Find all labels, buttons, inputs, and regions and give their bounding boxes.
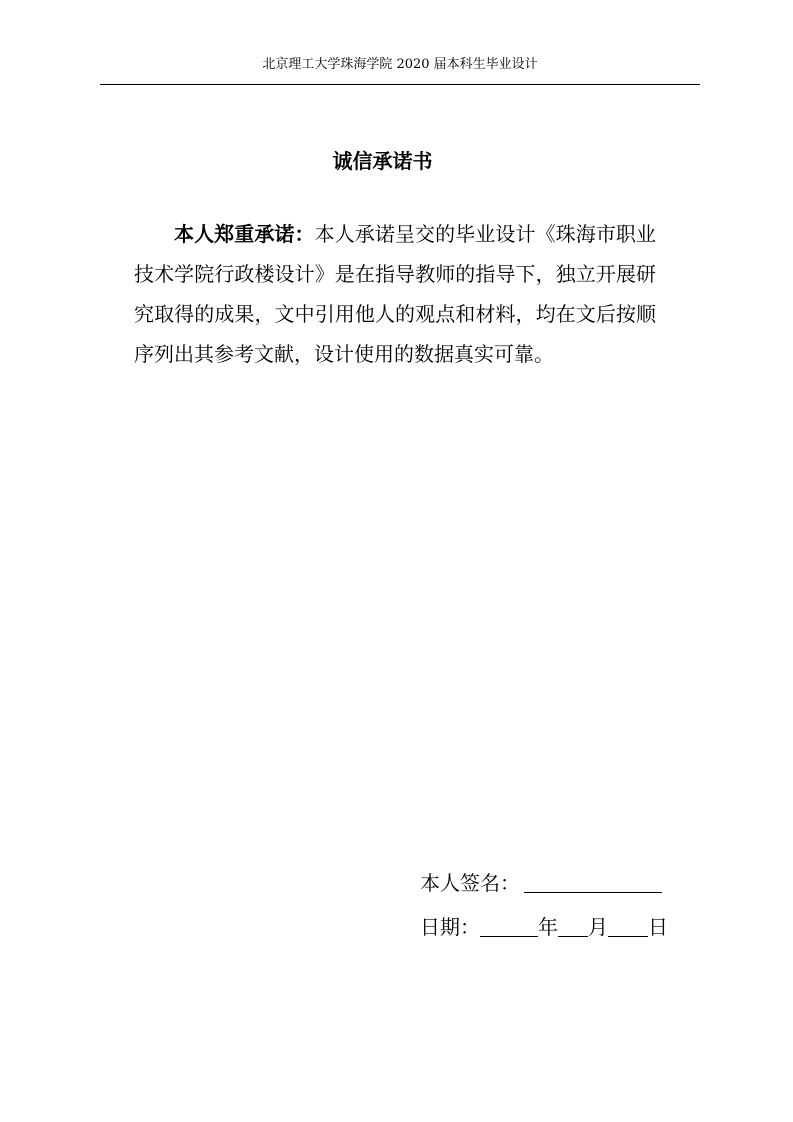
month-label: 月 — [588, 915, 608, 939]
pledge-body: 本人承诺呈交的毕业设计《珠海市职业技术学院行政楼设计》是在指导教师的指导下，独立开展研究取得的成果，文中引用他人的观点和材料，均在文后按顺序列出其参考文献，设计使用的数据真实可靠。 — [134, 222, 657, 366]
pledge-paragraph — [134, 214, 656, 374]
date-row — [420, 910, 668, 944]
day-label: 日 — [648, 915, 668, 939]
signature-field[interactable] — [524, 868, 662, 893]
year-label: 年 — [538, 915, 558, 939]
date-label: 日期： — [420, 915, 480, 939]
signature-label: 本人签名： — [420, 871, 520, 895]
signature-row — [420, 866, 662, 900]
month-field[interactable] — [558, 912, 588, 937]
pledge-lead: 本人郑重承诺： — [174, 222, 315, 246]
page-header: 北京理工大学珠海学院 2020 届本科生毕业设计 — [262, 57, 538, 72]
document-title: 诚信承诺书 — [332, 149, 433, 173]
header-divider — [100, 84, 700, 85]
day-field[interactable] — [608, 912, 648, 937]
year-field[interactable] — [480, 912, 538, 937]
